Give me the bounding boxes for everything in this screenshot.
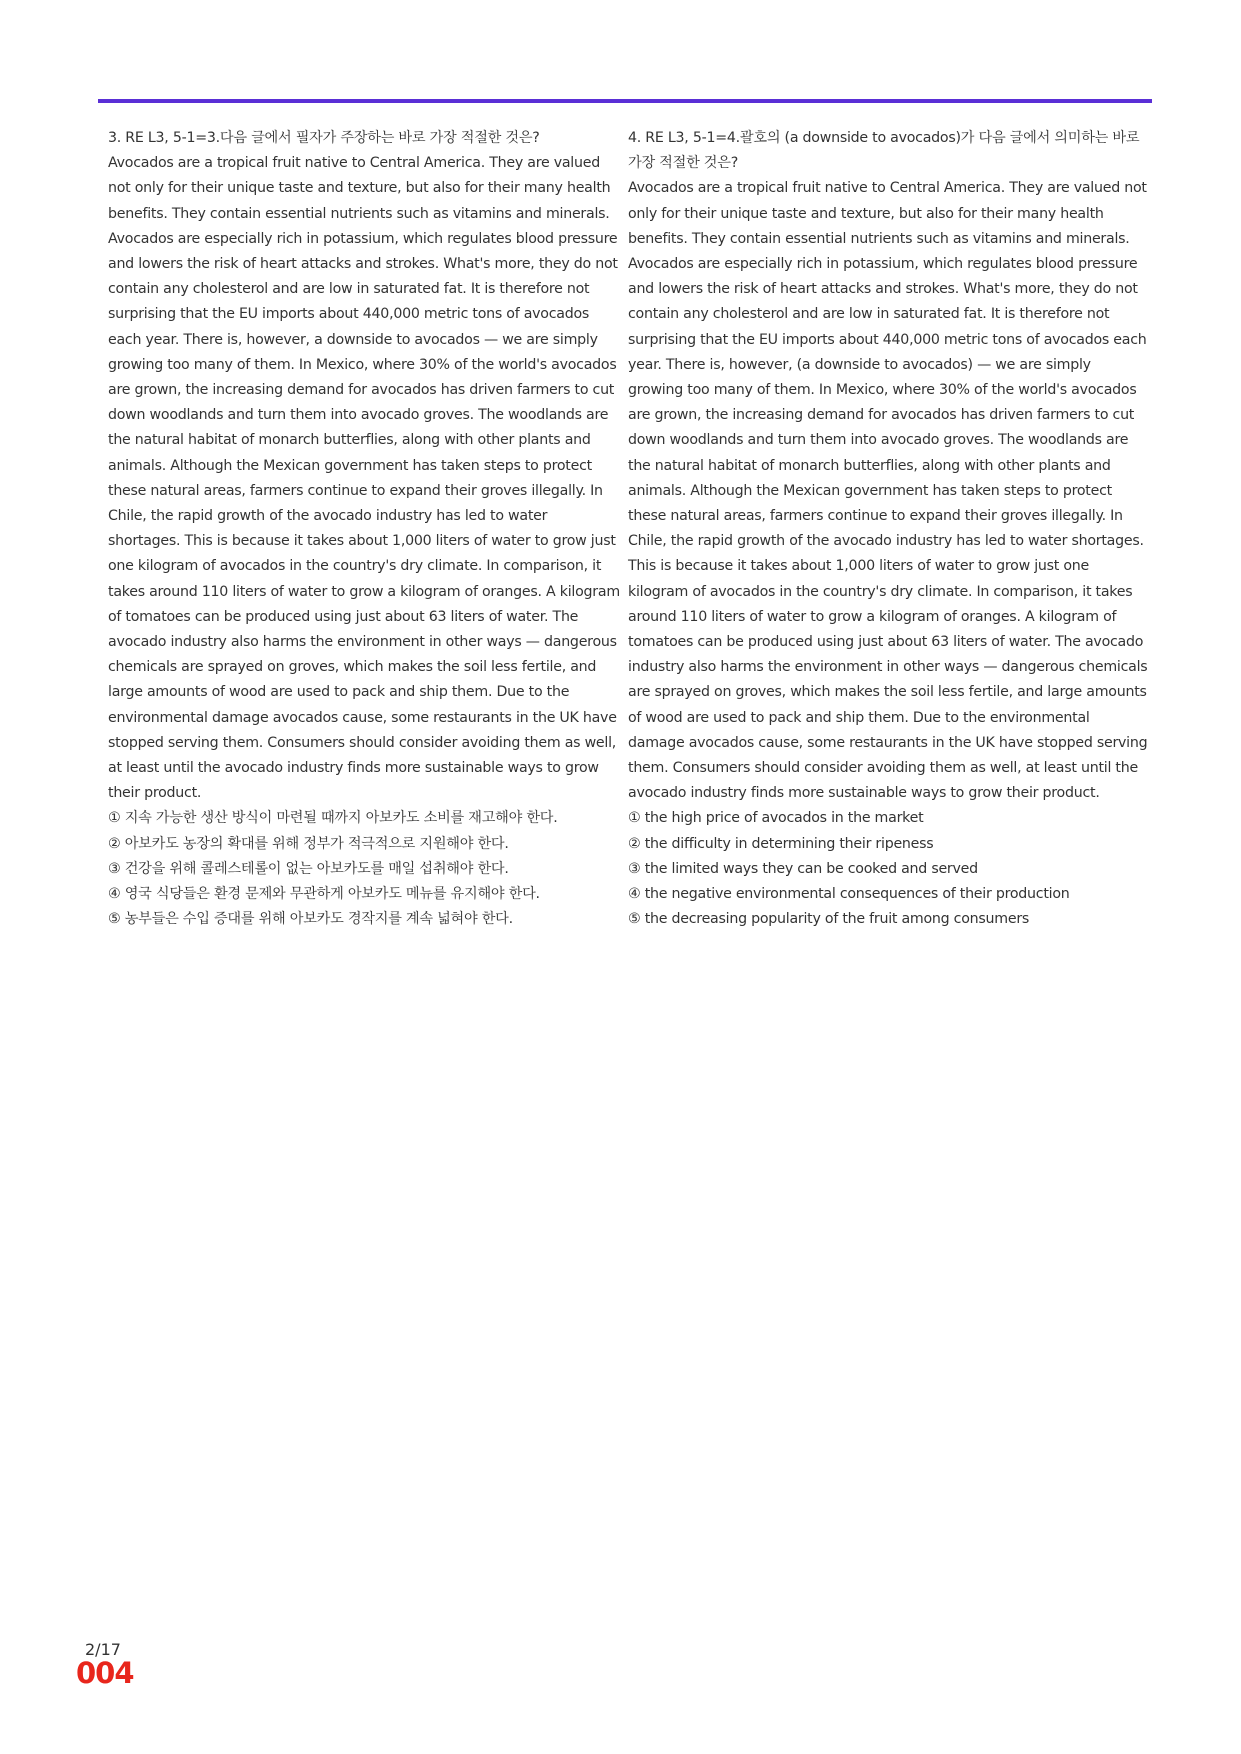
- page-counter: 2/17: [85, 1640, 121, 1659]
- question-4-choice-1: ① the high price of avocados in the market: [628, 810, 924, 827]
- question-4-prompt: 4. RE L3, 5-1=4.괄호의 (a downside to avocados)가 다음 글에서 의미하는 바로 가장 적절한 것은?: [628, 130, 1140, 172]
- question-4-passage: Avocados are a tropical fruit native to Central America. They are valued not only for their unique taste and texture, but also for their many health benefits. They contain essential nutrients such as vitamins and minerals. Avocados are especially rich in potassium, which regulates blood pressure and lowers the risk of heart attacks and strokes. What's more, they do not contain any cholesterol and are low in saturated fat. It is therefore not surprising that the EU imports about 440,000 metric tons of avocados each year. There is, however, (a downside to avocados) — we are simply growing too many of them. In Mexico, where 30% of the world's avocados are grown, the increasing demand for avocados has driven farmers to cut down woodlands and turn them into avocado groves. The woodlands are the natural habitat of monarch butterflies, along with other plants and animals. Although the Mexican government has taken steps to protect these natural areas, farmers continue to expand their groves illegally. In Chile, the rapid growth of the avocado industry has led to water shortages. This is because it takes about 1,000 liters of water to grow just one kilogram of avocados in the country's dry climate. In comparison, it takes around 110 liters of water to grow a kilogram of oranges. A kilogram of tomatoes can be produced using just about 63 liters of water. The avocado industry also harms the environment in other ways — dangerous chemicals are sprayed on groves, which makes the soil less fertile, and large amounts of wood are used to pack and ship them. Due to the environmental damage avocados cause, some restaurants in the UK have stopped serving them. Consumers should consider avoiding them as well, at least until the avocado industry finds more sustainable ways to grow their product.: [628, 180, 1148, 802]
- question-4-choice-4: ④ the negative environmental consequences of their production: [628, 886, 1070, 903]
- question-3-choices: [108, 806, 620, 932]
- page-code: 004: [76, 1656, 134, 1690]
- question-3-choice-1: ① 지속 가능한 생산 방식이 마련될 때까지 아보카도 소비를 재고해야 한다.: [108, 810, 558, 827]
- header-rule: [98, 99, 1152, 103]
- question-4-choice-2: ② the difficulty in determining their ripeness: [628, 835, 934, 852]
- question-4-choices: [628, 806, 1148, 932]
- question-3-choice-3: ③ 건강을 위해 콜레스테롤이 없는 아보카도를 매일 섭취해야 한다.: [108, 860, 509, 877]
- question-4-choice-3: ③ the limited ways they can be cooked and served: [628, 860, 978, 877]
- question-3-prompt: 3. RE L3, 5-1=3.다음 글에서 필자가 주장하는 바로 가장 적절한 것은?: [108, 130, 540, 146]
- question-3-choice-4: ④ 영국 식당들은 환경 문제와 무관하게 아보카도 메뉴를 유지해야 한다.: [108, 886, 540, 903]
- question-3-passage: Avocados are a tropical fruit native to Central America. They are valued not only for their unique taste and texture, but also for their many health benefits. They contain essential nutrients such as vitamins and minerals. Avocados are especially rich in potassium, which regulates blood pressure and lowers the risk of heart attacks and strokes. What's more, they do not contain any cholesterol and are low in saturated fat. It is therefore not surprising that the EU imports about 440,000 metric tons of avocados each year. There is, however, a downside to avocados — we are simply growing too many of them. In Mexico, where 30% of the world's avocados are grown, the increasing demand for avocados has driven farmers to cut down woodlands and turn them into avocado groves. The woodlands are the natural habitat of monarch butterflies, along with other plants and animals. Although the Mexican government has taken steps to protect these natural areas, farmers continue to expand their groves illegally. In Chile, the rapid growth of the avocado industry has led to water shortages. This is because it takes about 1,000 liters of water to grow just one kilogram of avocados in the country's dry climate. In comparison, it takes around 110 liters of water to grow a kilogram of oranges. A kilogram of tomatoes can be produced using just about 63 liters of water. The avocado industry also harms the environment in other ways — dangerous chemicals are sprayed on groves, which makes the soil less fertile, and large amounts of wood are used to pack and ship them. Due to the environmental damage avocados cause, some restaurants in the UK have stopped serving them. Consumers should consider avoiding them as well, at least until the avocado industry finds more sustainable ways to grow their product.: [108, 155, 620, 802]
- question-4: [628, 126, 1148, 933]
- question-4-choice-5: ⑤ the decreasing popularity of the fruit among consumers: [628, 911, 1030, 928]
- question-3-choice-5: ⑤ 농부들은 수입 증대를 위해 아보카도 경작지를 계속 넓혀야 한다.: [108, 911, 513, 928]
- question-3: [108, 126, 620, 933]
- question-3-choice-2: ② 아보카도 농장의 확대를 위해 정부가 적극적으로 지원해야 한다.: [108, 835, 509, 852]
